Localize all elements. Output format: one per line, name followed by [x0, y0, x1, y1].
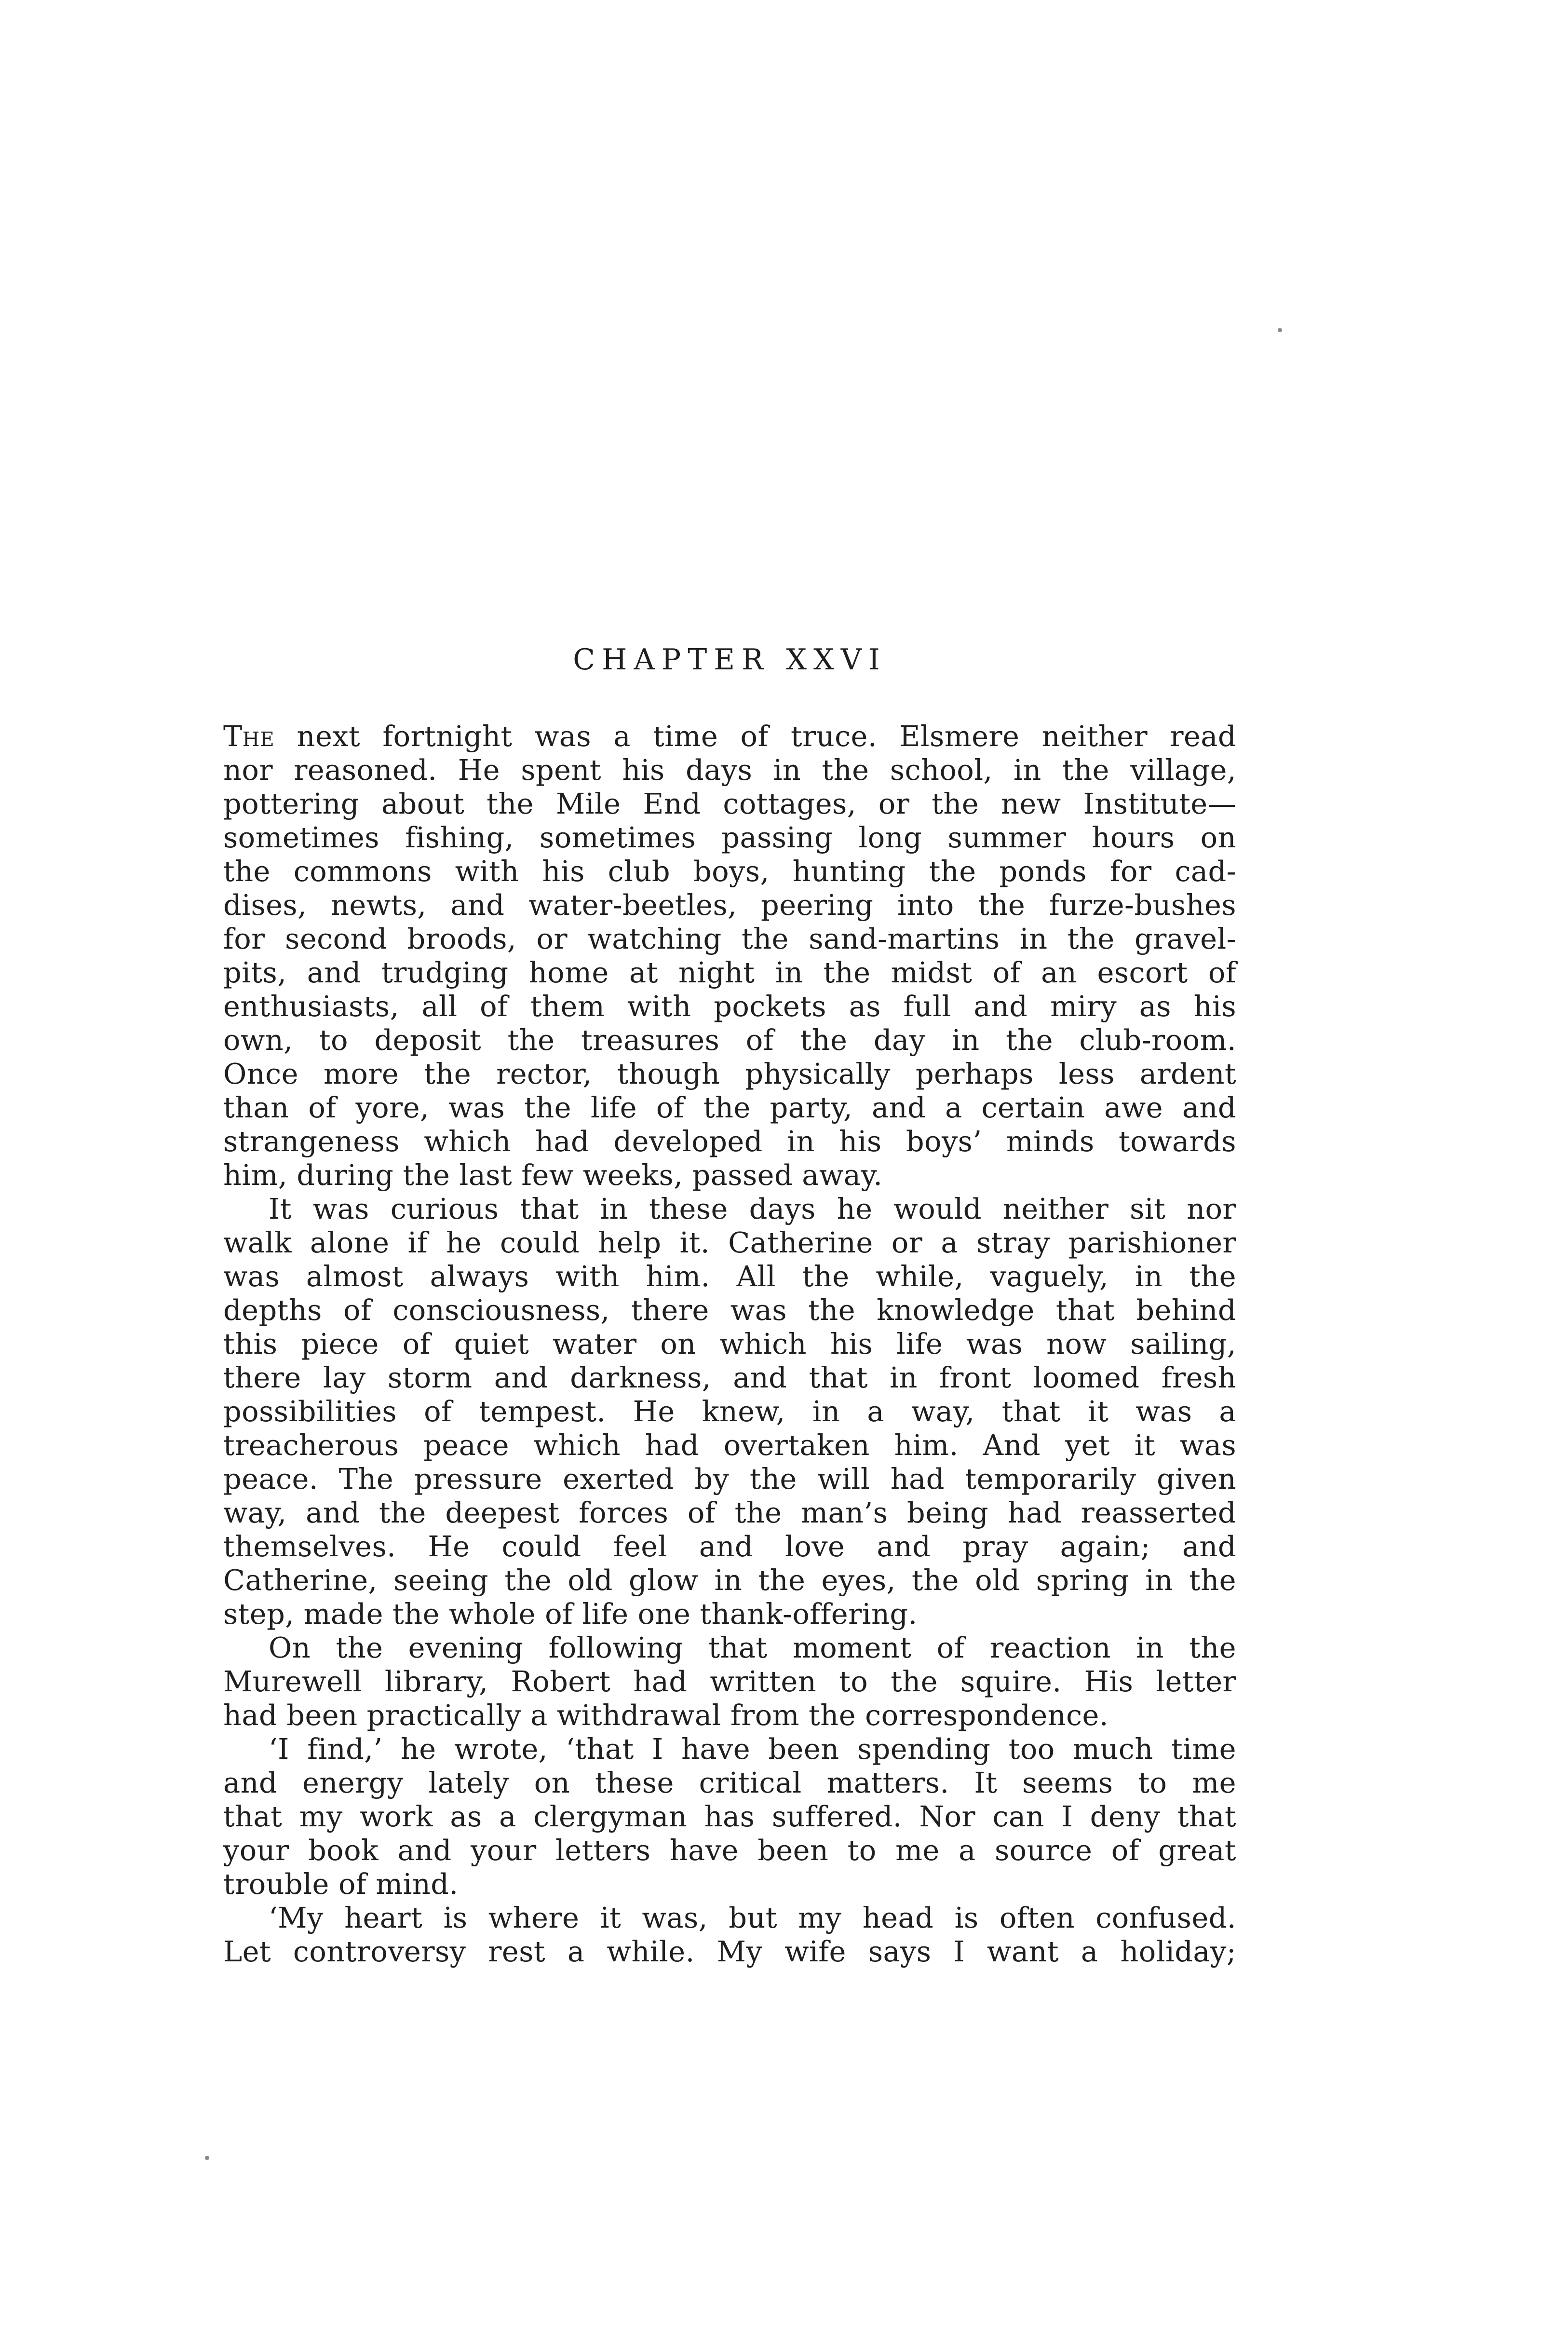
- text-line: treacherous peace which had overtaken him. And yet it was: [223, 1428, 1236, 1462]
- text-line: depths of consciousness, there was the knowledge that behind: [223, 1293, 1236, 1327]
- text-line: way, and the deepest forces of the man’s being had reasserted: [223, 1496, 1236, 1529]
- text-block: [223, 720, 1236, 1969]
- paragraph: [223, 1631, 1236, 1732]
- lead-word: The: [223, 720, 275, 753]
- paragraph: [223, 1192, 1236, 1631]
- text-line: your book and your letters have been to me a source of great: [223, 1834, 1236, 1867]
- text-line: and energy lately on these critical matters. It seems to me: [223, 1766, 1236, 1799]
- text-line: pottering about the Mile End cottages, or the new Institute—: [223, 787, 1236, 820]
- text-line: Once more the rector, though physically perhaps less ardent: [223, 1057, 1236, 1090]
- text-line: dises, newts, and water-beetles, peering into the furze-bushes: [223, 888, 1236, 922]
- text-line: themselves. He could feel and love and pray again; and: [223, 1530, 1236, 1563]
- text-line: walk alone if he could help it. Catherine or a stray parishioner: [223, 1226, 1236, 1259]
- text-line: possibilities of tempest. He knew, in a way, that it was a: [223, 1395, 1236, 1428]
- chapter-heading: CHAPTER XXVI: [573, 643, 887, 677]
- paragraph: [223, 1732, 1236, 1901]
- text-line: peace. The pressure exerted by the will had temporarily given: [223, 1462, 1236, 1495]
- text-line: ‘My heart is where it was, but my head is often confused.: [269, 1901, 1236, 1934]
- text-line: him, during the last few weeks, passed away.: [223, 1158, 883, 1192]
- text-line: step, made the whole of life one thank-offering.: [223, 1597, 918, 1631]
- text-line: strangeness which had developed in his boys’ minds towards: [223, 1125, 1236, 1158]
- text-line: trouble of mind.: [223, 1867, 459, 1901]
- text-line: Murewell library, Robert had written to the squire. His letter: [223, 1665, 1236, 1698]
- text-line: had been practically a withdrawal from the correspondence.: [223, 1699, 1109, 1732]
- text-column: [223, 644, 1236, 1969]
- text-line: pits, and trudging home at night in the midst of an escort of: [223, 956, 1236, 989]
- text-line: On the evening following that moment of reaction in the: [269, 1631, 1236, 1664]
- text-line: the commons with his club boys, hunting the ponds for cad-: [223, 855, 1236, 888]
- text-line: than of yore, was the life of the party, and a certain awe and: [223, 1091, 1236, 1124]
- text-line: enthusiasts, all of them with pockets as full and miry as his: [223, 990, 1236, 1023]
- text-line: own, to deposit the treasures of the day in the club-room.: [223, 1023, 1236, 1057]
- paragraph: [223, 720, 1236, 1192]
- text-line: this piece of quiet water on which his life was now sailing,: [223, 1327, 1236, 1360]
- paragraph: [223, 1901, 1236, 1969]
- text-line: Let controversy rest a while. My wife says I want a holiday;: [223, 1935, 1236, 1968]
- text-line: sometimes fishing, sometimes passing long summer hours on: [223, 821, 1236, 854]
- text-line: nor reasoned. He spent his days in the school, in the village,: [223, 753, 1236, 787]
- scan-speck: [1278, 328, 1282, 332]
- text-line: Catherine, seeing the old glow in the eyes, the old spring in the: [223, 1563, 1236, 1597]
- text-line: for second broods, or watching the sand-martins in the gravel-: [223, 922, 1236, 955]
- scan-speck: [205, 2156, 209, 2160]
- text-line: It was curious that in these days he would neither sit nor: [269, 1192, 1236, 1225]
- text-line: was almost always with him. All the while, vaguely, in the: [223, 1260, 1236, 1293]
- text-line: ‘I find,’ he wrote, ‘that I have been spending too much time: [269, 1732, 1236, 1766]
- text-line: The next fortnight was a time of truce. Elsmere neither read: [223, 720, 1236, 753]
- text-line: there lay storm and darkness, and that in front loomed fresh: [223, 1361, 1236, 1394]
- text-line: that my work as a clergyman has suffered. Nor can I deny that: [223, 1800, 1236, 1833]
